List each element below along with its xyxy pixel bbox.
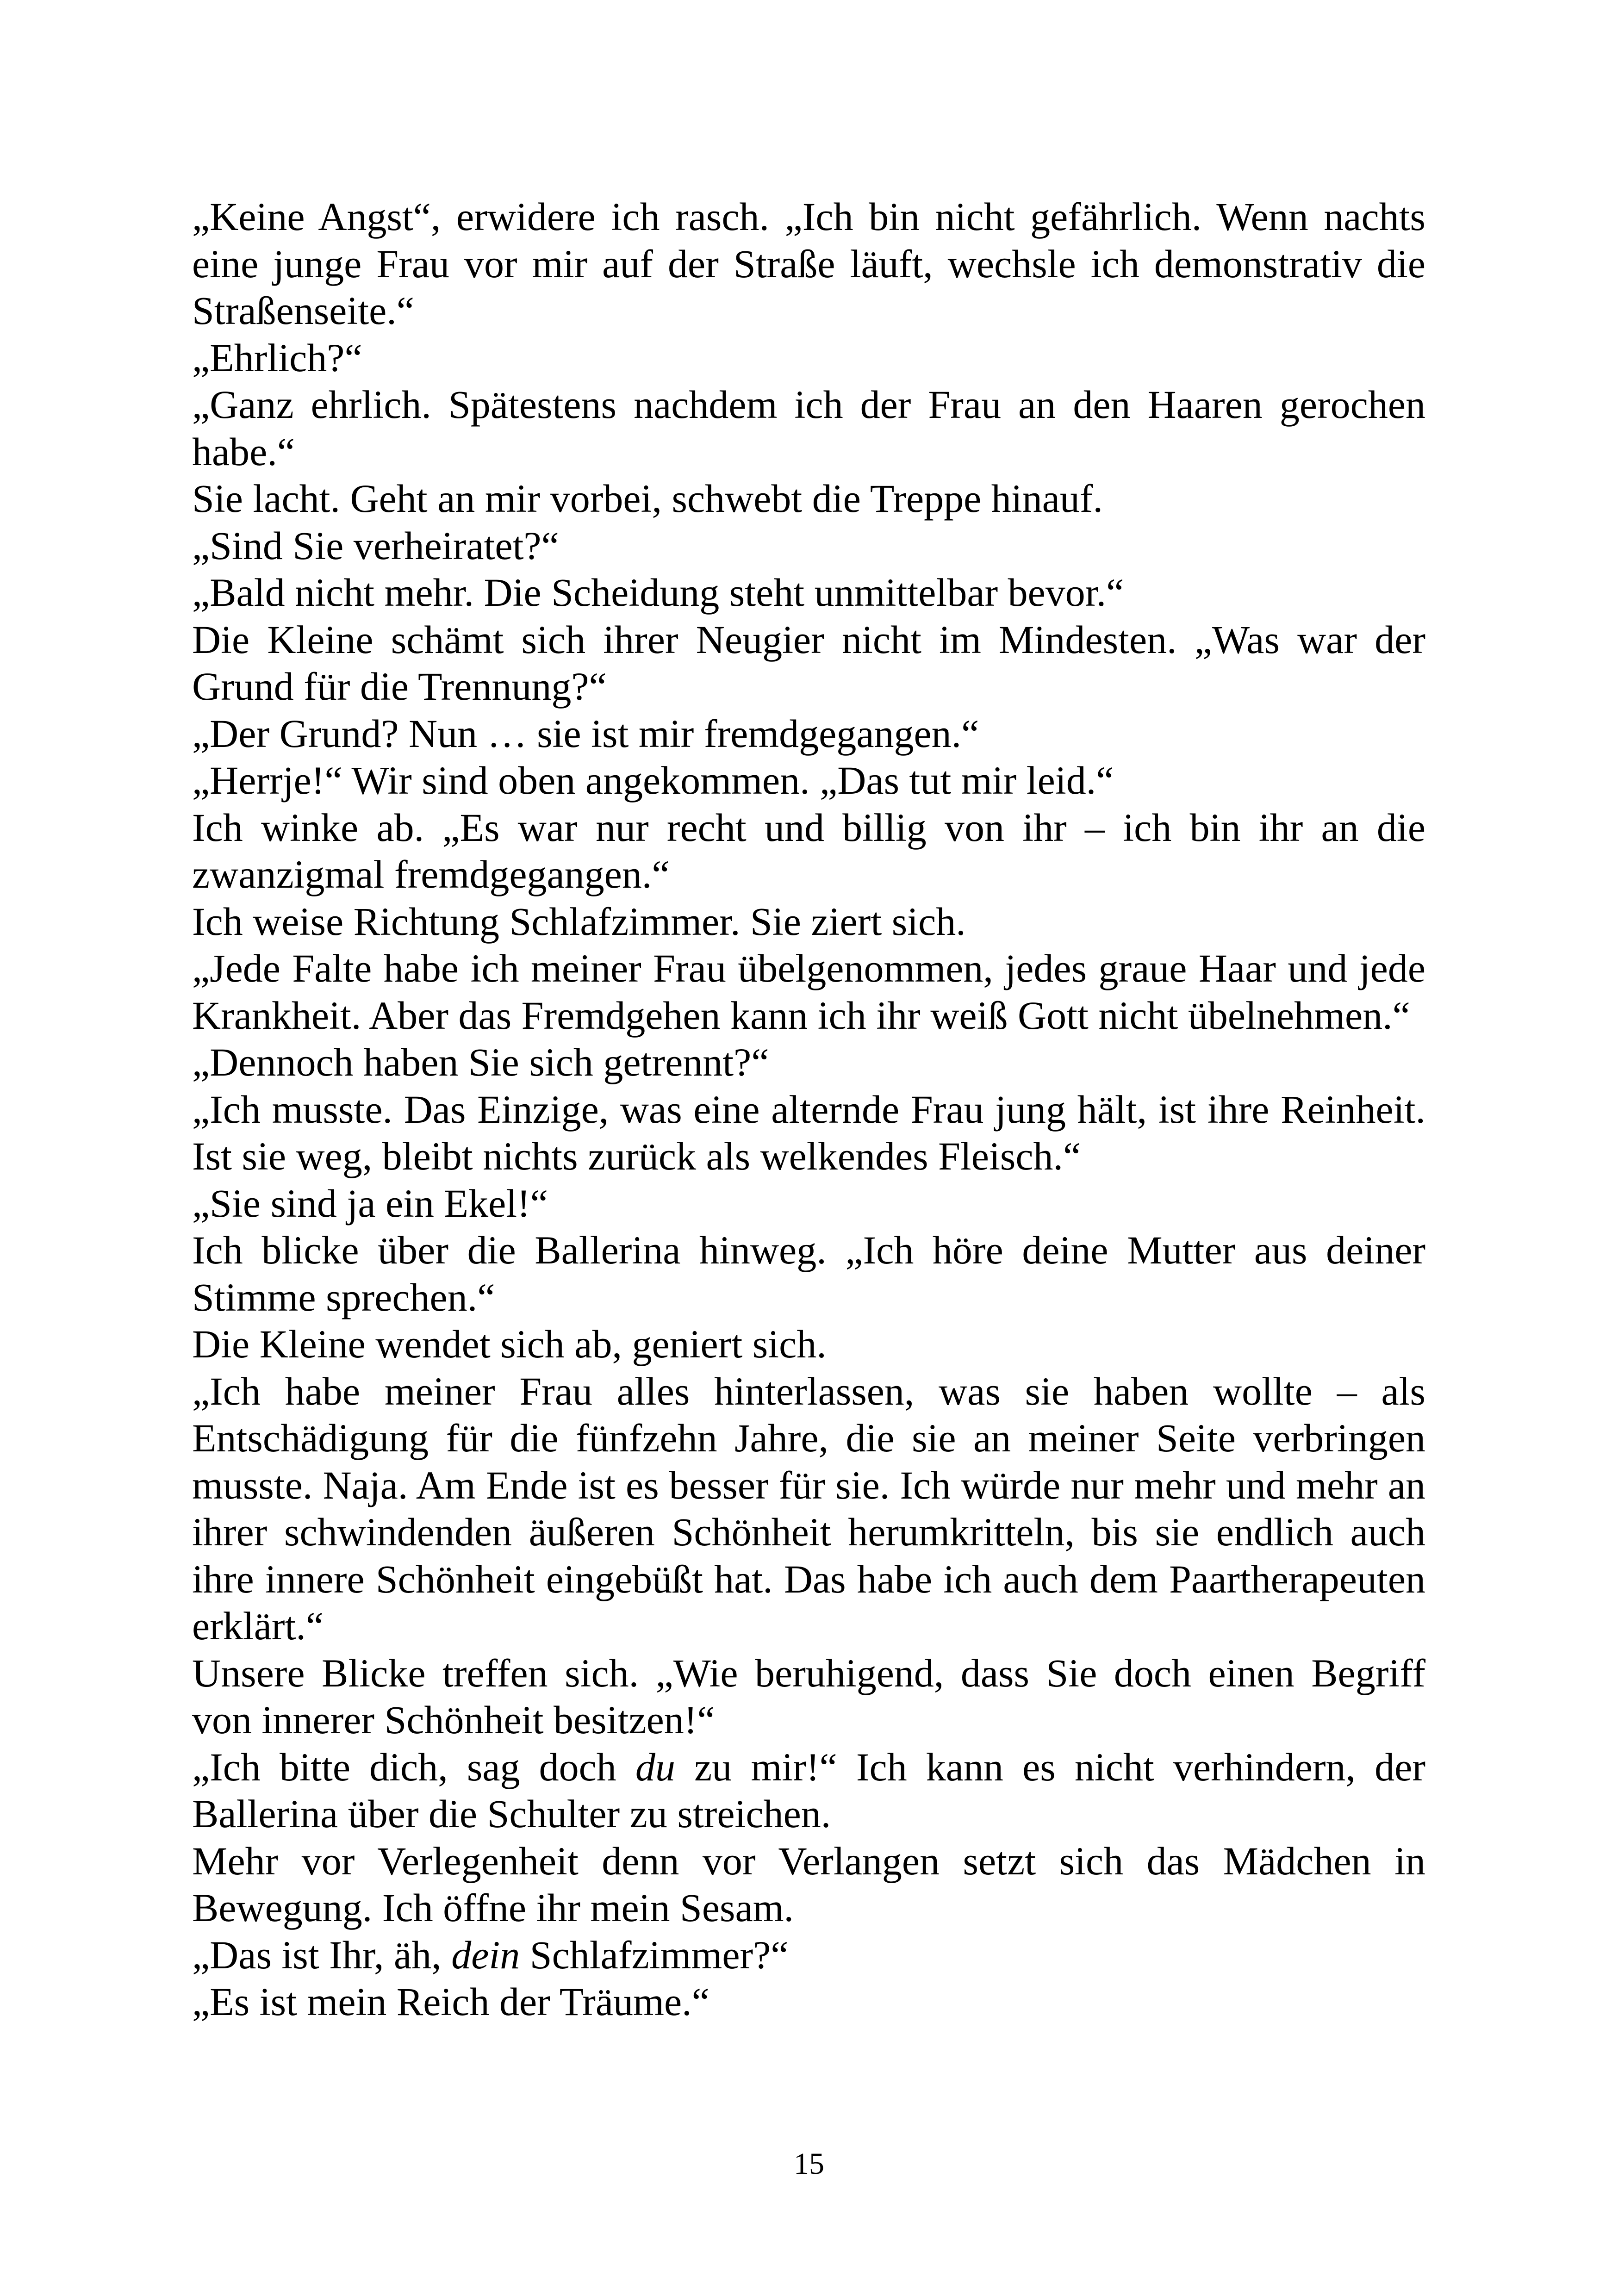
paragraph: Unsere Blicke treffen sich. „Wie beruhigend, dass Sie doch einen Begriff von innerer Schönheit besitzen!“	[192, 1650, 1425, 1742]
paragraph: „Sind Sie verheiratet?“	[192, 523, 559, 568]
paragraph: „Ehrlich?“	[192, 335, 362, 380]
paragraph: „Bald nicht mehr. Die Scheidung steht unmittelbar bevor.“	[192, 570, 1124, 615]
paragraph: „Ganz ehrlich. Spätestens nachdem ich der Frau an den Haaren gerochen habe.“	[192, 382, 1425, 474]
body-text	[192, 193, 1425, 2026]
paragraph: „Jede Falte habe ich meiner Frau übelgenommen, jedes graue Haar und jede Krankheit. Aber das Fremdgehen kann ich ihr weiß Gott nicht übelnehmen.“	[192, 946, 1425, 1038]
paragraph-with-emphasis	[192, 1744, 1425, 1838]
emphasis-text: dein	[451, 1932, 520, 1977]
paragraph: „Keine Angst“, erwidere ich rasch. „Ich bin nicht gefährlich. Wenn nachts eine junge Frau vor mir auf der Straße läuft, wechsle ich demonstrativ die Straßenseite.“	[192, 194, 1425, 333]
text-run: „Das ist Ihr, äh,	[192, 1932, 452, 1977]
paragraph: „Herrje!“ Wir sind oben angekommen. „Das tut mir leid.“	[192, 758, 1114, 803]
paragraph: Ich weise Richtung Schlafzimmer. Sie ziert sich.	[192, 899, 966, 944]
page-number: 15	[794, 2147, 824, 2181]
paragraph: „Ich musste. Das Einzige, was eine alternde Frau jung hält, ist ihre Reinheit. Ist sie weg, bleibt nichts zurück als welkendes Fleisch.“	[192, 1087, 1425, 1178]
paragraph: Die Kleine wendet sich ab, geniert sich.	[192, 1322, 827, 1366]
text-run: „Ich bitte dich, sag doch	[192, 1744, 635, 1789]
paragraph: Mehr vor Verlegenheit denn vor Verlangen setzt sich das Mädchen in Bewegung. Ich öffne ihr mein Sesam.	[192, 1838, 1425, 1930]
emphasis-text: du	[635, 1744, 675, 1789]
paragraph: „Ich habe meiner Frau alles hinterlassen, was sie haben wollte – als Entschädigung für die fünfzehn Jahre, die sie an meiner Seite verbringen musste. Naja. Am Ende ist es besser für sie. Ich würde nur mehr und mehr an ihrer schwindenden äußeren Schönheit herumkritteln, bis sie endlich auch ihre innere Schönheit eingebüßt hat. Das habe ich auch dem Paartherapeuten erklärt.“	[192, 1369, 1425, 1648]
text-run: Schlafzimmer?“	[520, 1932, 789, 1977]
text-run: zu mir!“ Ich kann es nicht verhindern, der Ballerina über die Schulter zu streichen.	[192, 1744, 1425, 1836]
paragraph: Ich winke ab. „Es war nur recht und billig von ihr – ich bin ihr an die zwanzigmal fremdgegangen.“	[192, 805, 1425, 896]
paragraph: „Dennoch haben Sie sich getrennt?“	[192, 1040, 769, 1084]
paragraph: Sie lacht. Geht an mir vorbei, schwebt die Treppe hinauf.	[192, 476, 1103, 521]
paragraph: Ich blicke über die Ballerina hinweg. „Ich höre deine Mutter aus deiner Stimme sprechen.“	[192, 1228, 1425, 1319]
paragraph: „Der Grund? Nun … sie ist mir fremdgegangen.“	[192, 711, 979, 756]
paragraph-with-emphasis	[192, 1932, 1425, 1979]
paragraph: „Sie sind ja ein Ekel!“	[192, 1181, 548, 1226]
paragraph: Die Kleine schämt sich ihrer Neugier nicht im Mindesten. „Was war der Grund für die Trennung?“	[192, 617, 1425, 709]
paragraph: „Es ist mein Reich der Träume.“	[192, 1979, 709, 2024]
